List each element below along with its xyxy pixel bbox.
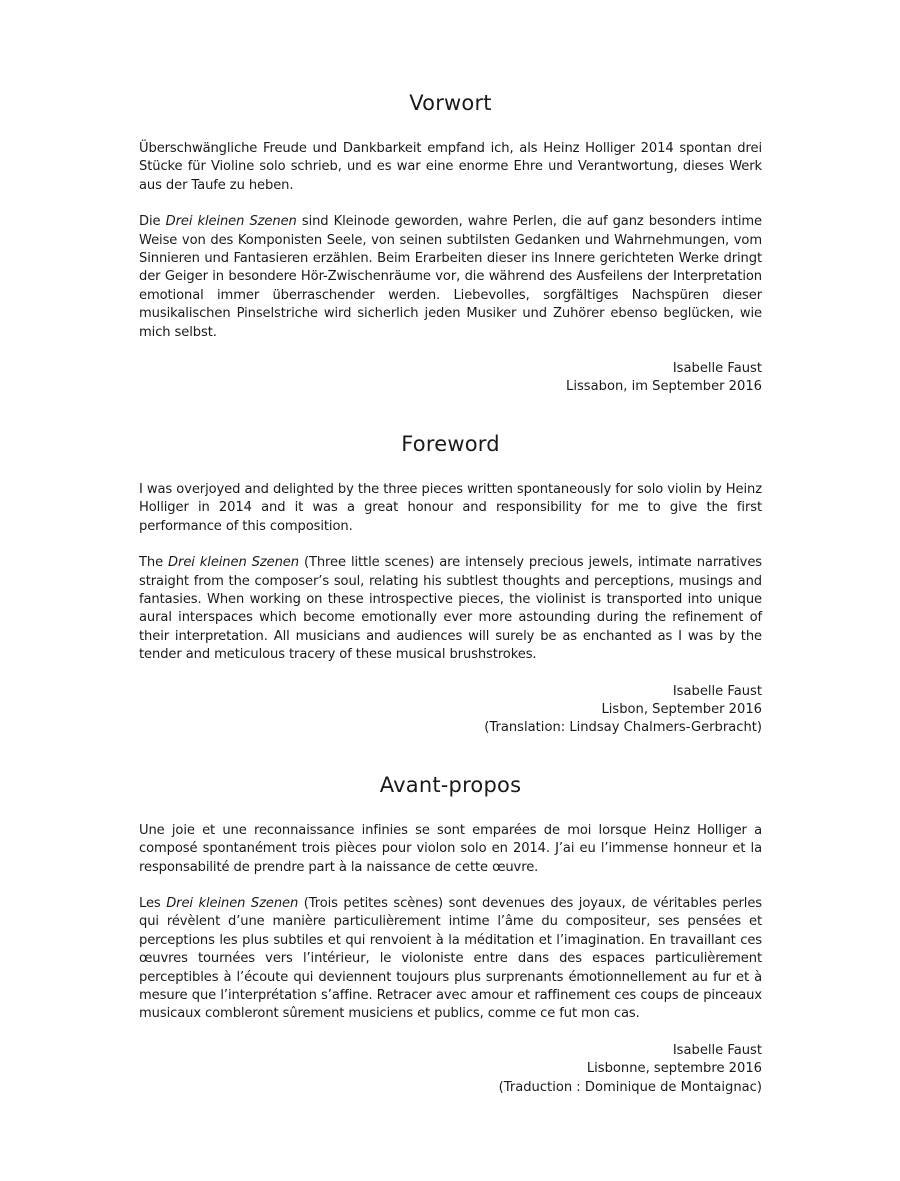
section-foreword (139, 429, 762, 738)
paragraph-avant-propos-2-post: (Trois petites scènes) sont devenues des joyaux, de véritables perles qui révèlent d’une manière particulièrement intime l’âme du compositeur, ses pensées et perceptions les plus subtiles et qui renvoient à la méditation et l’imagination. En travaillant ces œuvres tournées vers l’intérieur, le violoniste entre dans des espaces particulièrement perceptibles à l’écoute qui deviennent toujours plus surprenants émotionnellement au fur et à mesure que l’interprétation s’affine. Retracer avec amour et raffinement ces coups de pinceaux musicaux combleront sûrement musiciens et publics, comme ce fut mon cas. (139, 895, 762, 1022)
signature-name: Isabelle Faust (672, 1042, 762, 1058)
section-title-foreword: Foreword (401, 431, 500, 456)
signature-translation: (Traduction : Dominique de Montaignac) (498, 1079, 762, 1095)
signature-place-date: Lisbonne, septembre 2016 (586, 1061, 762, 1077)
work-title-italic: Drei kleinen Szenen (165, 214, 297, 230)
paragraph-avant-propos-2-pre: Les (139, 895, 167, 911)
paragraph-vorwort-2-post: sind Kleinode geworden, wahre Perlen, die auf ganz besonders intime Weise von des Komponisten Seele, von seinen subtilsten Gedanken und Wahrnehmungen, vom Sinnieren und Fantasieren erzählen. Beim Erarbeiten dieser ins Innere gerichteten Werke dringt der Geiger in besondere Hör-Zwischenräume vor, die während des Ausfeilens der Interpretation emotional immer überraschender werden. Liebevolles, sorgfältiges Nachspüren dieser musikalischen Pinselstriche wird sicherlich jeden Musiker und Zuhörer ebenso beglücken, wie mich selbst. (139, 214, 762, 340)
section-title-avant-propos: Avant-propos (379, 772, 522, 797)
signature-vorwort (139, 360, 762, 397)
paragraph-vorwort-2 (139, 213, 762, 342)
signature-name: Isabelle Faust (672, 361, 762, 377)
signature-name: Isabelle Faust (672, 683, 762, 699)
paragraph-foreword-1: I was overjoyed and delighted by the three pieces written spontaneously for solo violin by Heinz Holliger in 2014 and it was a great honour and responsibility for me to give the first performance of this composition. (139, 481, 762, 534)
work-title-italic: Drei kleinen Szenen (168, 555, 299, 571)
paragraph-vorwort-1: Überschwängliche Freude und Dankbarkeit empfand ich, als Heinz Holliger 2014 spontan drei Stücke für Violine solo schrieb, und es war eine enorme Ehre und Verantwortung, dieses Werk aus der Taufe zu heben. (139, 141, 762, 193)
work-title-italic: Drei kleinen Szenen (166, 895, 299, 911)
signature-avant-propos (139, 1042, 762, 1097)
paragraph-foreword-2-post: (Three little scenes) are intensely precious jewels, intimate narratives straight from the composer’s soul, relating his subtlest thoughts and perceptions, musings and fantasies. When working on these introspective pieces, the violinist is transported into unique aural interspaces which become emotionally ever more astounding during the refinement of their interpretation. All musicians and audiences will surely be as enchanted as I was by the tender and meticulous tracery of these musical brushstrokes. (139, 555, 762, 663)
section-avant-propos (139, 770, 762, 1097)
signature-place-date: Lisbon, September 2016 (601, 701, 762, 717)
signature-translation: (Translation: Lindsay Chalmers-Gerbracht) (484, 720, 762, 736)
signature-place-date: Lissabon, im September 2016 (566, 379, 762, 395)
paragraph-foreword-2-pre: The (139, 555, 169, 571)
paragraph-foreword-2 (139, 554, 762, 664)
signature-foreword (139, 683, 762, 738)
document-page (139, 88, 762, 1097)
paragraph-avant-propos-2 (139, 895, 762, 1024)
paragraph-avant-propos-1: Une joie et une reconnaissance infinies se sont emparées de moi lorsque Heinz Holliger a composé spontanément trois pièces pour violon solo en 2014. J’ai eu l’immense honneur et la responsabilité de prendre part à la naissance de cette œuvre. (139, 822, 762, 875)
section-vorwort (139, 88, 762, 397)
paragraph-vorwort-2-pre: Die (139, 214, 166, 230)
section-title-vorwort: Vorwort (409, 91, 492, 115)
